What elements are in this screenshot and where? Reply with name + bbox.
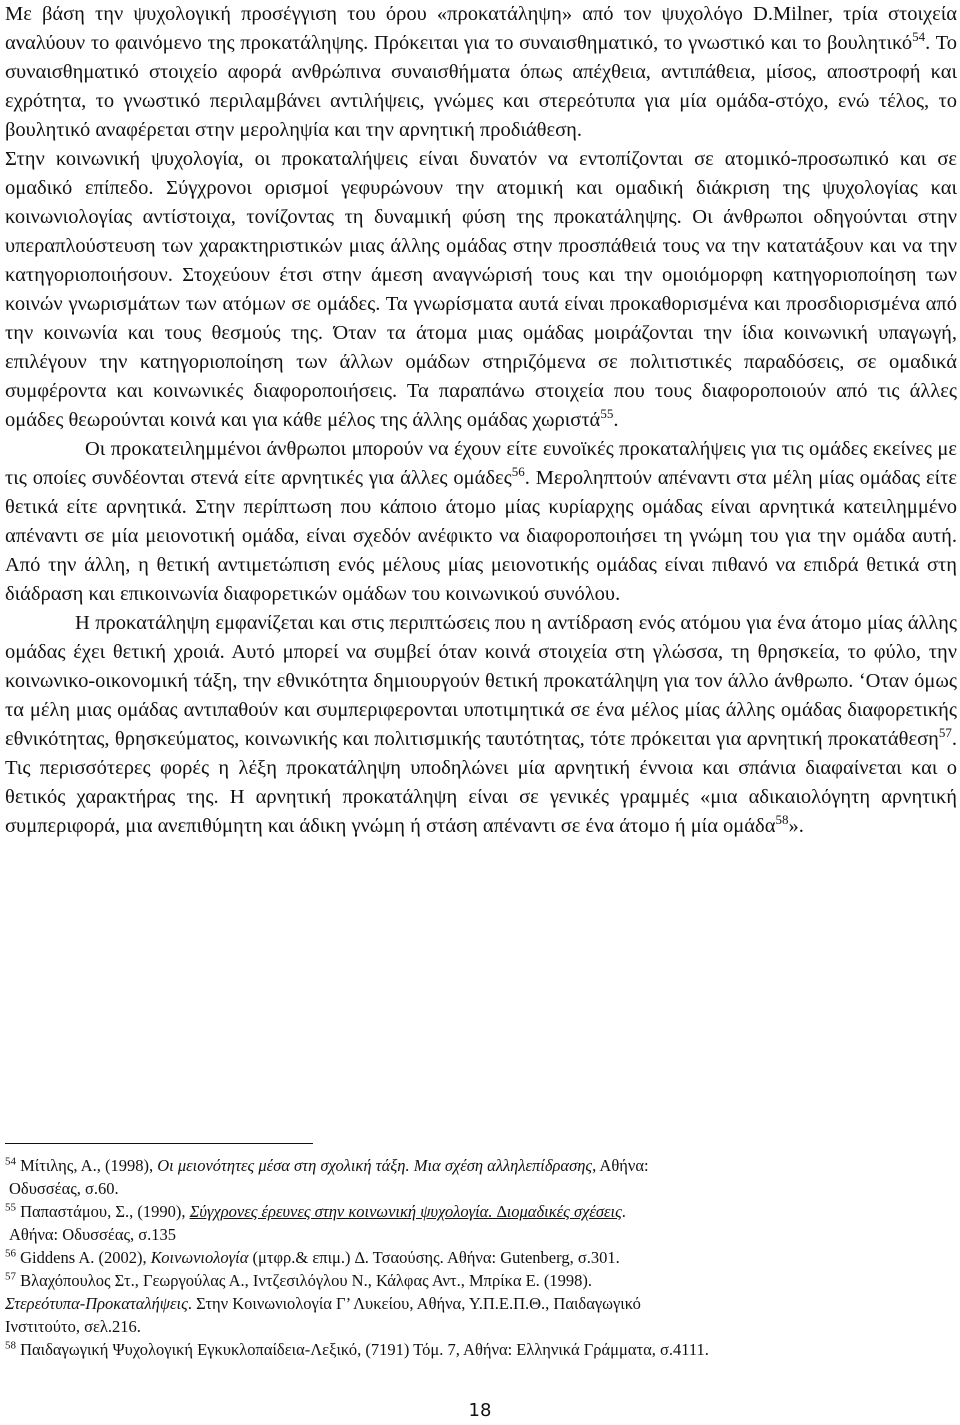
body-text: [5, 0, 957, 841]
paragraph-3: Οι προκατειλημμένοι άνθρωποι μπορούν να έχουν είτε ευνοϊκές προκαταλήψεις για τις ομάδες εκείνες με τις οποίες συνδέονται στενά είτε αρνητικές για άλλες ομάδες$^{56}$. Μεροληπτούν απέναντι στα μέλη μίας ομάδας είτε θετικά είτε αρνητικά. Στην περίπτωση που κάποιο άτομο μίας κυρίαρχης ομάδας είναι αρνητικά κατειλημμένο απέναντι σε μία μειονοτική ομάδα, είναι σχεδόν ανέφικτο να διαφοροποιήσει τη γνώμη του για την ομάδα αυτή. Από την άλλη, η θετική αντιμετώπιση ενός μέλους μίας μειονοτικής ομάδας είναι πιθανό να επιδρά θετικά στη διάδραση και επικοινωνία διαφορετικών ομάδων του κοινωνικού συνόλου.: [5, 438, 958, 605]
footnote-ref-55[interactable]: 55: [600, 406, 614, 422]
footnote-ref-56[interactable]: 56: [511, 464, 525, 480]
footnote-ref-57[interactable]: 57: [938, 725, 952, 741]
paragraph-4: Η προκατάληψη εμφανίζεται και στις περιπτώσεις που η αντίδραση ενός ατόμου για ένα άτομο μίας άλλης ομάδας έχει θετική χροιά. Αυτό μπορεί να συμβεί όταν κοινά στοιχεία στη γλώσσα, τη θρησκεία, το φύλο, την κοινωνικο-οικονομική τάξη, την εθνικότητα δημιουργούν θετική προκατάληψη για τον άλλο άνθρωπο. ‘Οταν όμως τα μέλη μιας ομάδας αντιπαθούν και συμπεριφερονται υποτιμητικά σε ένα μέλος μίας άλλης ομάδας διαφορετικής εθνικότητας, θρησκεύματος, κοινωνικής και πολιτισμικής ταυτότητας, τότε πρόκειται για αρνητική προκατάθεση$^{57}$. Τις περισσότερες φορές η λέξη προκατάληψη υποδηλώνει μία αρνητική έννοια και σπάνια διαφαίνεται και ο θετικός χαρακτήρας της. Η αρνητική προκατάληψη είναι σε γενικές γραμμές «μια αδικαιολόγητη αρνητική συμπεριφορά, μια ανεπιθύμητη και άδικη γνώμη ή στάση απέναντι σε ένα άτομο ή μία ομάδα$^{58}$».: [5, 612, 957, 837]
paragraph-2: Στην κοινωνική ψυχολογία, οι προκαταλήψεις είναι δυνατόν να εντοπίζονται σε ατομικό-προσωπικό και σε ομαδικό επίπεδο. Σύγχρονοι ορισμοί γεφυρώνουν την ατομική και ομαδική διάκριση της ψυχολογίας και κοινωνιολογίας αντίστοιχα, τονίζοντας τη δυναμική φύση της προκατάληψης. Οι άνθρωποι οδηγούνται στην υπεραπλούστευση των χαρακτηριστικών μιας άλλης ομάδας στην προσπάθειά τους να την κατατάξουν και να την κατηγοριοποιήσουν. Στοχεύουν έτσι στην άμεση αναγνώρισή τους και την ομοιόμορφη κατηγοριοποίηση των κοινών γνωρισμάτων των ατόμων σε ομάδες. Τα γνωρίσματα αυτά είναι προκαθορισμένα και προσδιορισμένα από την κοινωνία και τους θεσμούς της. Όταν τα άτομα μιας ομάδας μοιράζονται την ίδια κοινωνική υπαγωγή, επιλέγουν την κατηγοριοποίηση των άλλων ομάδων στηριζόμενα σε πολιτιστικές παραδόσεις, σε ομαδικά συμφέροντα και κοινωνικές διαφοροποιήσεις. Τα παραπάνω στοιχεία που τους διαφοροποιούν από τις άλλες ομάδες θεωρούνται κοινά και για κάθε μέλος της άλλης ομάδας χωριστά$^{55}$.: [5, 148, 957, 431]
footnote-separator: [5, 1143, 313, 1144]
page-number: 18: [468, 1400, 492, 1421]
footnote-ref-54[interactable]: 54: [912, 29, 926, 45]
footnote-57: $^{57}$ Βλαχόπουλος Στ., Γεωργούλας Α., Ιντζεσιλόγλου Ν., Κάλφας Αντ., Μπρίκα Ε. (1998). Στερεότυπα-Προκαταλήψεις. Στην Κοινωνιολογία Γ’ Λυκείου, Αθήνα, Υ.Π.Ε.Π.Θ., Παιδαγωγικό Ινστιτούτο, σελ.216.: [5, 1270, 641, 1336]
footnote-55: $^{55}$ Παπαστάμου, Σ., (1990), Σύγχρονες έρευνες στην κοινωνική ψυχολογία. ∆ιομαδικές σχέσεις. Αθήνα: Οδυσσέας, σ.135: [5, 1201, 626, 1244]
footnote-58: $^{58}$ Παιδαγωγική Ψυχολογική Εγκυκλοπαίδεια-Λεξικό, (7191) Τόμ. 7, Αθήνα: Ελληνικά Γράμματα, σ.4111.: [5, 1339, 709, 1359]
footnote-54: $^{54}$ Μίτιλης, Α., (1998), Οι μειονότητες μέσα στη σχολική τάξη. Μια σχέση αλληλεπίδρασης, Αθήνα: Οδυσσέας, σ.60.: [5, 1155, 649, 1198]
footnotes: [5, 1154, 955, 1361]
paragraph-1: Με βάση την ψυχολογική προσέγγιση του όρου «προκατάληψη» από τον ψυχολόγο D.Milner, τρία στοιχεία αναλύουν το φαινόμενο της προκατάληψης. Πρόκειται για το συναισθηματικό, το γνωστικό και το βουλητικό$^{54}$. Το συναισθηματικό στοιχείο αφορά ανθρώπινα συναισθήματα όπως απέχθεια, αντιπάθεια, μίσος, αποστροφή και εχρότητα, το γνωστικό περιλαμβάνει αντιλήψεις, γνώμες και στερεότυπα για μία ομάδα-στόχο, ενώ τέλος, το βουλητικό αναφέρεται στην μεροληψία και την αρνητική προδιάθεση.: [5, 3, 957, 141]
footnote-56: $^{56}$ Giddens A. (2002), Κοινωνιολογία (μτφρ.& επιμ.) ∆. Τσαούσης. Αθήνα: Gutenberg, σ.301.: [5, 1247, 620, 1267]
footnote-ref-58[interactable]: 58: [775, 812, 789, 828]
